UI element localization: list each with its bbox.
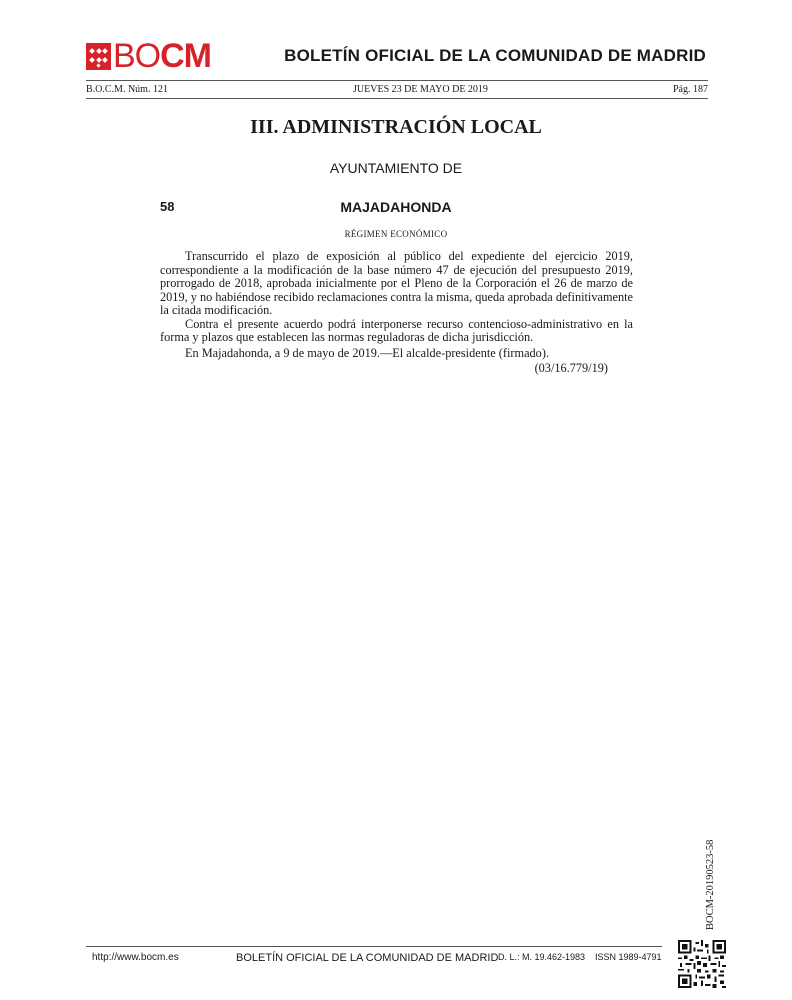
document-id-vertical: BOCM-20190523-58	[705, 839, 716, 930]
footer-issn: ISSN 1989-4791	[595, 952, 662, 962]
qr-code-icon	[678, 940, 726, 988]
announcement-body	[160, 250, 633, 376]
meta-rule	[86, 98, 708, 99]
masthead-title: BOLETÍN OFICIAL DE LA COMUNIDAD DE MADRID	[284, 46, 706, 65]
footer-rule	[86, 946, 662, 947]
closing-line: En Majadahonda, a 9 de mayo de 2019.—El alcalde-presidente (firmado).	[185, 345, 549, 360]
issue-date: JUEVES 23 DE MAYO DE 2019	[353, 84, 488, 95]
body-type-heading: AYUNTAMIENTO DE	[329, 160, 463, 176]
madrid-flag-icon	[86, 43, 111, 70]
header-rule	[86, 80, 708, 81]
subject-heading: RÉGIMEN ECONÓMICO	[344, 229, 448, 239]
footer-legal-deposit: D. L.: M. 19.462-1983	[498, 952, 586, 962]
announcement-number: 58	[160, 199, 175, 214]
issue-meta-row	[86, 84, 708, 95]
body-paragraph: Transcurrido el plazo de exposición al público del expediente del ejercicio 2019, correspondiente a la modificación de la base número 47 de ejecución del presupuesto 2019, prorrogado de 2018, aprobada inicialmente por el Pleno de la Corporación el 26 de marzo de 2019, y no habiéndose recibido reclamaciones contra la misma, queda aprobada definitivamente la citada modificación.	[160, 249, 633, 317]
municipality-heading: MAJADAHONDA	[340, 199, 452, 215]
footer-publication-name: BOLETÍN OFICIAL DE LA COMUNIDAD DE MADRID	[236, 952, 499, 964]
body-paragraph: Contra el presente acuerdo podrá interponerse recurso contencioso-administrativo en la forma y plazos que establecen las normas reguladoras de dicha jurisdicción.	[160, 316, 633, 344]
logo-wordmark: BOCM	[113, 37, 212, 75]
section-title: III. ADMINISTRACIÓN LOCAL	[250, 116, 542, 138]
bocm-logo	[86, 37, 212, 75]
issue-number: B.O.C.M. Núm. 121	[86, 84, 168, 95]
page-number: Pág. 187	[673, 84, 708, 95]
reference-code: (03/16.779/19)	[534, 361, 608, 375]
footer-url-link[interactable]: http://www.bocm.es	[92, 952, 179, 963]
